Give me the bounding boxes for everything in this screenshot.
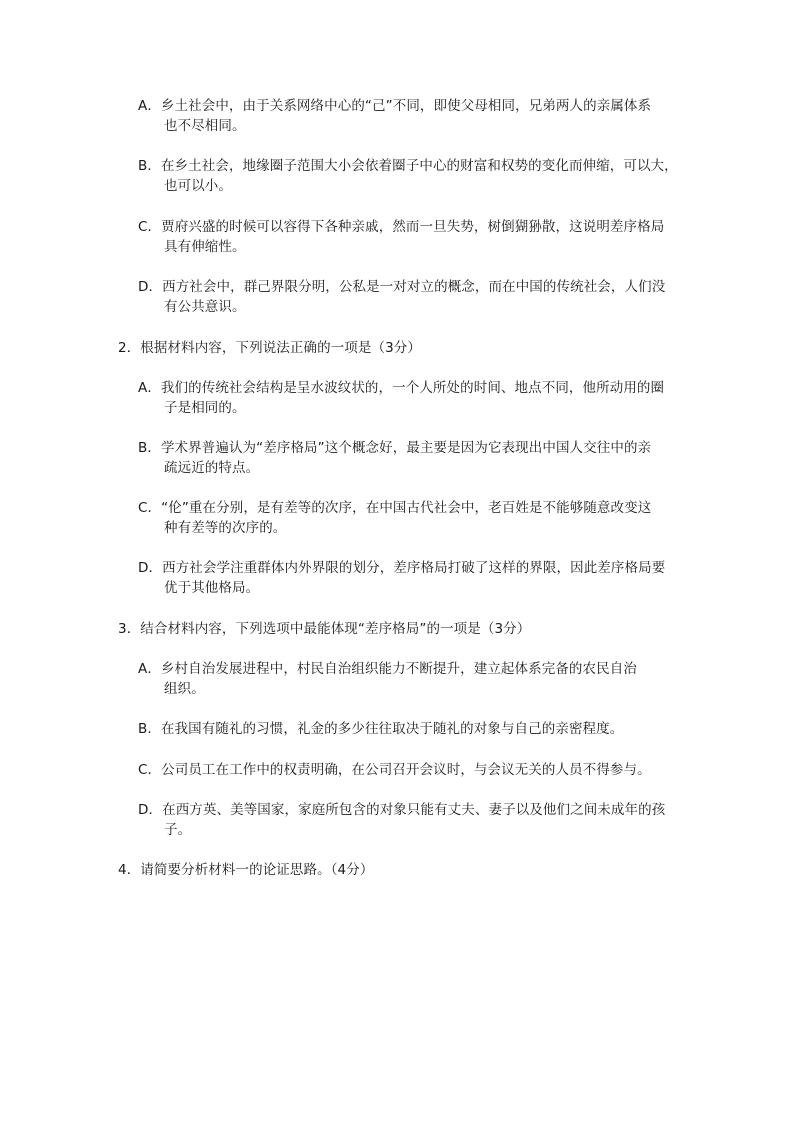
- q2-option-b-line2: 疏远近的特点。: [164, 460, 260, 476]
- q2-option-d: [138, 558, 683, 598]
- q2-option-c: [138, 498, 683, 538]
- q3-option-c: [138, 760, 683, 780]
- q4-stem: 4．请简要分析材料一的论证思路。（4分）: [118, 862, 374, 878]
- q1-option-c-line1: C．贾府兴盛的时候可以容得下各种亲戚，然而一旦失势，树倒猢狲散，这说明差序格局: [138, 219, 665, 235]
- q1-option-a-line1: A．乡土社会中，由于关系网络中心的“己”不同，即使父母相同，兄弟两人的亲属体系: [138, 98, 652, 114]
- q1-option-d: [138, 277, 683, 317]
- q2-option-c-line1: C．“伦”重在分别，是有差等的次序，在中国古代社会中，老百姓是不能够随意改变这: [138, 500, 652, 516]
- q1-option-d-line1: D．西方社会中，群己界限分明，公私是一对对立的概念，而在中国的传统社会，人们没: [138, 279, 666, 295]
- q1-option-b: [138, 156, 683, 196]
- q2-option-a-line2: 子是相同的。: [164, 400, 246, 416]
- q3-option-b: [138, 719, 683, 739]
- q1-option-b-line2: 也可以小。: [164, 178, 232, 194]
- q1-option-c-line2: 具有伸缩性。: [164, 239, 246, 255]
- q2-option-a: [138, 378, 683, 418]
- q1-option-a-line2: 也不尽相同。: [164, 118, 246, 134]
- q3-option-a-line2: 组织。: [164, 681, 205, 697]
- q3-option-a-line1: A．乡村自治发展进程中，村民自治组织能力不断提升，建立起体系完备的农民自治: [138, 661, 637, 677]
- q3-stem: 3．结合材料内容，下列选项中最能体现“差序格局”的一项是（3分）: [118, 621, 531, 637]
- q1-option-c: [138, 217, 683, 257]
- q2-option-a-line1: A．我们的传统社会结构是呈水波纹状的，一个人所处的时间、地点不同，他所动用的圈: [138, 380, 665, 396]
- q3-option-c-line1: C．公司员工在工作中的权责明确，在公司召开会议时，与会议无关的人员不得参与。: [138, 762, 651, 778]
- q3-option-d-line2: 子。: [164, 822, 192, 838]
- q2-option-b: [138, 438, 683, 478]
- q1-option-d-line2: 有公共意识。: [164, 299, 246, 315]
- q2-option-d-line1: D．西方社会学注重群体内外界限的划分，差序格局打破了这样的界限，因此差序格局要: [138, 560, 666, 576]
- q2-option-d-line2: 优于其他格局。: [164, 580, 260, 596]
- q3-option-a: [138, 659, 683, 699]
- q2-stem: 2．根据材料内容，下列说法正确的一项是（3分）: [118, 340, 421, 356]
- q2-option-b-line1: B．学术界普遍认为“差序格局”这个概念好，最主要是因为它表现出中国人交往中的亲: [138, 440, 652, 456]
- q3-option-b-line1: B．在我国有随礼的习惯，礼金的多少往往取决于随礼的对象与自己的亲密程度。: [138, 721, 624, 737]
- q1-option-b-line1: B．在乡土社会，地缘圈子范围大小会依着圈子中心的财富和权势的变化而伸缩，可以大，: [138, 158, 678, 174]
- q1-option-a: [138, 96, 683, 136]
- q3-option-d-line1: D．在西方英、美等国家，家庭所包含的对象只能有丈夫、妻子以及他们之间未成年的孩: [138, 802, 666, 818]
- q3-option-d: [138, 800, 683, 840]
- q2-option-c-line2: 种有差等的次序的。: [164, 520, 287, 536]
